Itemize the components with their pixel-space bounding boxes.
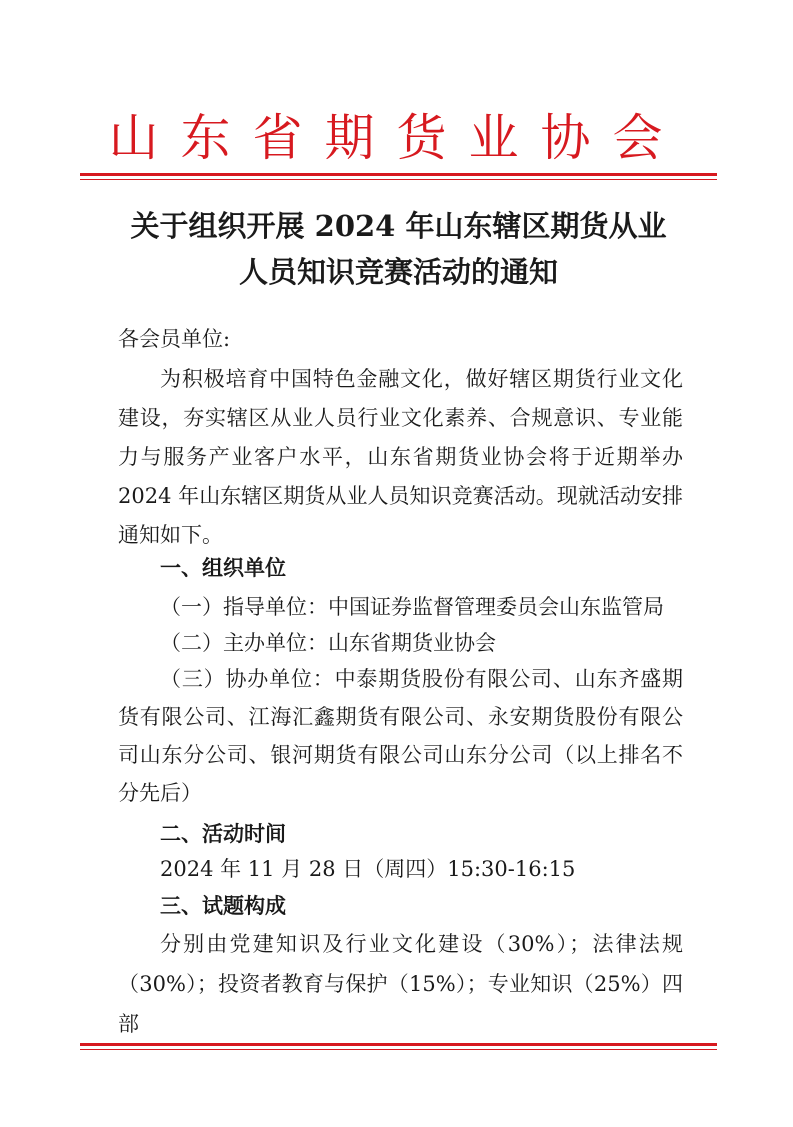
document-title [80, 203, 717, 295]
guide-unit: （一）指导单位：中国证券监督管理委员会山东监管局 [160, 595, 664, 619]
footer-rule-thin [80, 1049, 717, 1050]
question-composition: 分别由党建知识及行业文化建设（30%）；法律法规（30%）；投资者教育与保护（15%）；专业知识（25%）四部 [118, 932, 683, 1036]
footer-rule-thick [80, 1043, 717, 1046]
salutation: 各会员单位: [118, 327, 231, 351]
host-unit: （二）主办单位：山东省期货业协会 [160, 631, 496, 655]
section-heading-questions: 三、试题构成 [160, 893, 286, 918]
event-time: 2024 年 11 月 28 日（周四）15:30-16:15 [160, 857, 576, 881]
letterhead-rule-thin [80, 179, 717, 180]
letterhead-rule-thick [80, 173, 717, 176]
co-host-units: （三）协办单位：中泰期货股份有限公司、山东齐盛期货有限公司、江海汇鑫期货有限公司、永安期货股份有限公司山东分公司、银河期货有限公司山东分公司（以上排名不分先后） [118, 667, 683, 805]
section-heading-organizers: 一、组织单位 [160, 555, 286, 580]
document-title-line-1: 关于组织开展 2024 年山东辖区期货从业 [130, 209, 667, 243]
letterhead-org-name: 山东省期货业协会 [108, 109, 685, 167]
document-title-line-2: 人员知识竞赛活动的通知 [238, 255, 558, 289]
section-heading-time: 二、活动时间 [160, 821, 286, 846]
intro-paragraph: 为积极培育中国特色金融文化，做好辖区期货行业文化建设，夯实辖区从业人员行业文化素养、合规意识、专业能力与服务产业客户水平，山东省期货业协会将于近期举办 2024 年山东辖区期货从业人员知识竞赛活动。现就活动安排通知如下。 [118, 367, 683, 547]
